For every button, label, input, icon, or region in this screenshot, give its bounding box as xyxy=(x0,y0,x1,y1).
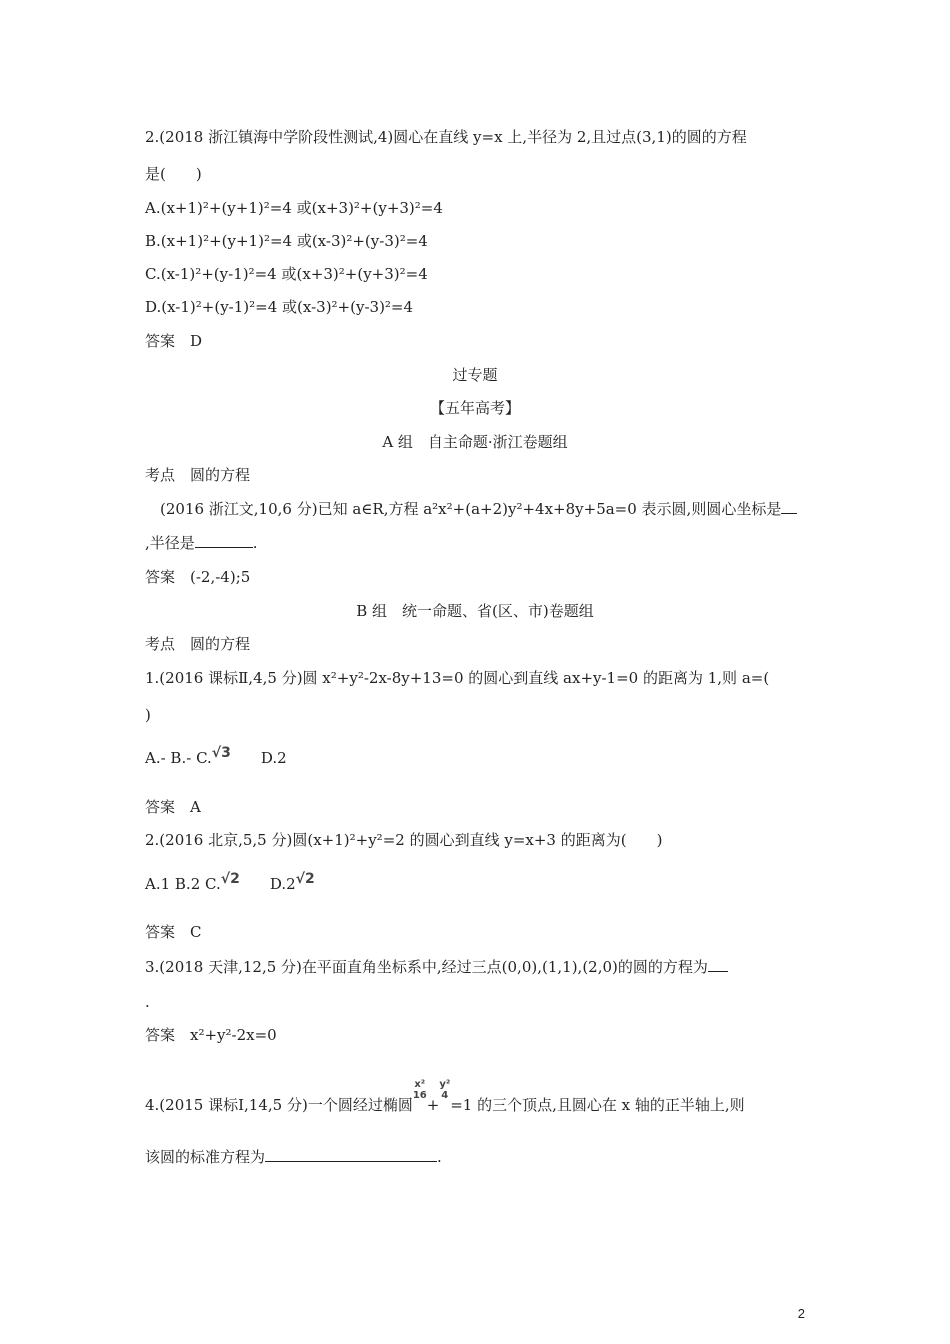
answer: 答案 (-2,-4);5 xyxy=(145,568,251,586)
question-4-line1 xyxy=(145,1079,745,1115)
section-title: 过专题 xyxy=(452,366,498,384)
option-a: A.(x+1)²+(y+1)²=4 或(x+3)²+(y+3)²=4 xyxy=(145,199,443,217)
answer-blank xyxy=(708,957,728,972)
option-d: D.2 xyxy=(260,749,287,767)
question-3-line2: . xyxy=(145,993,150,1011)
answer-blank xyxy=(265,1147,437,1162)
option-d: D.(x-1)²+(y-1)²=4 或(x-3)²+(y-3)²=4 xyxy=(145,298,414,316)
answer: 答案 D xyxy=(145,332,203,350)
question-1-options xyxy=(145,745,287,769)
topic-label: 考点 圆的方程 xyxy=(145,466,251,484)
question-3-line1 xyxy=(145,957,728,977)
answer: 答案 A xyxy=(145,798,201,816)
answer-blank xyxy=(195,533,253,548)
fraction xyxy=(413,1079,427,1101)
options-text: A.- B.- C. xyxy=(145,749,212,767)
question-line2 xyxy=(145,533,258,553)
question-text: ,半径是 xyxy=(145,534,195,552)
group-b-title: B 组 统一命题、省(区、市)卷题组 xyxy=(356,602,594,620)
answer-blank xyxy=(781,499,797,514)
question-text: (2016 浙江文,10,6 分)已知 a∈R,方程 a²x²+(a+2)y²+4x+8y+5a=0 表示圆,则圆心坐标是 xyxy=(160,500,782,518)
sqrt-expression: √2 xyxy=(220,871,240,887)
denominator: 16 xyxy=(412,1090,427,1101)
option-c: C.(x-1)²+(y-1)²=4 或(x+3)²+(y+3)²=4 xyxy=(145,265,428,283)
question-stem-line2: 是( ) xyxy=(145,165,202,183)
page-number: 2 xyxy=(797,1306,805,1321)
topic-label: 考点 圆的方程 xyxy=(145,635,251,653)
sqrt-expression: √2 xyxy=(295,871,315,887)
question-text: . xyxy=(437,1148,442,1166)
numerator: y² xyxy=(439,1079,451,1090)
denominator: 4 xyxy=(441,1090,449,1101)
subsection-title: 【五年高考】 xyxy=(429,399,520,417)
sqrt-expression: √3 xyxy=(211,745,231,761)
option-b: B.(x+1)²+(y+1)²=4 或(x-3)²+(y-3)²=4 xyxy=(145,232,428,250)
answer: 答案 C xyxy=(145,923,202,941)
question-text: 4.(2015 课标Ⅰ,14,5 分)一个圆经过椭圆 xyxy=(145,1096,413,1114)
question-4-line2 xyxy=(145,1147,442,1167)
group-a-title: A 组 自主命题·浙江卷题组 xyxy=(382,433,568,451)
question-text: . xyxy=(252,534,258,552)
plus-sign: + xyxy=(426,1096,440,1114)
question-text: =1 的三个顶点,且圆心在 x 轴的正半轴上,则 xyxy=(450,1096,745,1114)
question-text: 3.(2018 天津,12,5 分)在平面直角坐标系中,经过三点(0,0),(1,1),(2,0)的圆的方程为 xyxy=(145,958,708,976)
question-text: 该圆的标准方程为 xyxy=(145,1148,266,1166)
option-d: D.2 xyxy=(269,875,296,893)
answer: 答案 x²+y²-2x=0 xyxy=(145,1026,277,1044)
numerator: x² xyxy=(414,1079,426,1090)
question-2-stem: 2.(2016 北京,5,5 分)圆(x+1)²+y²=2 的圆心到直线 y=x+3 的距离为( ) xyxy=(145,831,663,849)
question-1-line1: 1.(2016 课标Ⅱ,4,5 分)圆 x²+y²-2x-8y+13=0 的圆心到直线 ax+y-1=0 的距离为 1,则 a=( xyxy=(145,669,770,687)
question-stem-line1: 2.(2018 浙江镇海中学阶段性测试,4)圆心在直线 y=x 上,半径为 2,且过点(3,1)的圆的方程 xyxy=(145,128,747,146)
question-1-line2: ) xyxy=(145,706,151,724)
fraction xyxy=(439,1079,450,1101)
question-2-options xyxy=(145,871,315,895)
question-line1 xyxy=(160,499,797,519)
options-text: A.1 B.2 C. xyxy=(145,875,221,893)
